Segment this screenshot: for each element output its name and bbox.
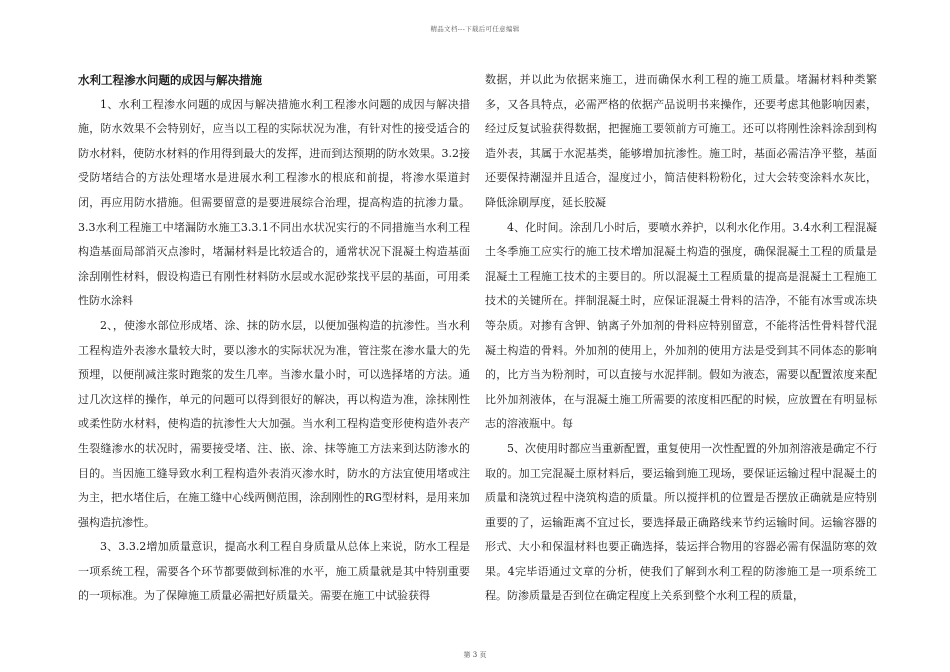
document-title: 水利工程渗水问题的成因与解决措施	[78, 73, 262, 87]
paragraph-3: 3、3.3.2增加质量意识，提高水利工程自身质量从总体上来说，防水工程是一项系统工程，需要各个环节都要做到标准的水平，施工质量就是其中特别重要的一项标准。为了保障施工质量必需把好质量关。需要在施工中试验获得	[78, 540, 470, 603]
right-column	[485, 68, 877, 609]
page-header: 精品文档---下载后可任意编辑	[430, 25, 520, 33]
paragraph-1: 1、水利工程渗水问题的成因与解决措施水利工程渗水问题的成因与解决措施，防水效果不会特别好，应当以工程的实际状况为准，有针对性的接受适合的防水材料，使防水材料的作用得到最大的发挥，进而到达预期的防水效果。3.2接受防堵结合的方法处理堵水是进展水利工程渗水的根底和前提，将渗水渠道封闭，再应用防水措施。但需要留意的是要进展综合治理，提高构造的抗渗力量。3.3水利工程施工中堵漏防水施工3.3.1不同出水状况实行的不同措施当水利工程构造基面局部消灭点渗时，堵漏材料是比较适合的，通常状况下混凝土构造基面涂刮刚性材料，假设构造已有刚性材料防水层或水泥砂浆找平层的基面，可用柔性防水涂料	[78, 97, 470, 308]
left-column	[78, 68, 470, 609]
paragraph-2: 2、，使渗水部位形成堵、涂、抹的防水层，以便加强构造的抗渗性。当水利工程构造外表渗水量较大时，要以渗水的实际状况为准，管注浆在渗水量大的先预埋，以便削减注浆时跑浆的发生几率。当渗水量小时，可以选择堵的方法。通过几次这样的操作，单元的问题可以得到很好的解决，再以构造为准，涂抹刚性或柔性防水材料，使构造的抗渗性大大加强。当水利工程构造变形使构造外表产生裂缝渗水的状况时，需要接受堵、注、嵌、涂、抹等施工方法来到达防渗水的目的。当因施工缝导致水利工程构造外表消灭渗水时，防水的方法宜使用堵或注为主，把水堵住后，在施工缝中心线两侧范围，涂刮刚性的RG型材料，是用来加强构造抗渗性。	[78, 318, 470, 529]
paragraph-4: 4、化时间。涂刮几小时后，要喷水养护，以利水化作用。3.4水利工程混凝土冬季施工应实行的施工技术增加混凝土构造的强度，确保混凝土工程的质量是混凝土工程施工技术的主要目的。所以混凝土工程质量的提高是混凝土工程施工技术的关键所在。拌制混凝土时，应保证混凝土骨料的洁净，不能有冰雪或冻块等杂质。对掺有含钾、钠离子外加剂的骨料应特别留意，不能将活性骨料替代混凝土构造的骨料。外加剂的使用上，外加剂的使用方法是受到其不同体态的影响的，比方当为粉剂时，可以直接与水泥拌制。假如为液态，需要以配置浓度来配比外加剂液体，在与混凝土施工所需要的浓度相匹配的时候，应放置在有明显标志的溶液瓶中。每	[485, 220, 877, 431]
paragraph-3-continued: 数据，并以此为依据来施工，进而确保水利工程的施工质量。堵漏材料种类繁多，又各具特点，必需严格的依据产品说明书来操作，还要考虑其他影响因素，经过反复试验获得数据，把握施工要领前方可施工。还可以将刚性涂料涂刮到构造外表，其属于水泥基类，能够增加抗渗性。施工时，基面必需洁净平整，基面还要保持潮湿并且适合，湿度过小，简洁使料粉粉化，过大会转变涂料水灰比，降低涂刷厚度，延长胶凝	[485, 73, 877, 209]
paragraph-5: 5、次使用时都应当重新配置，重复使用一次性配置的外加剂溶液是确定不行取的。加工完混凝土原材料后，要运输到施工现场，要保证运输过程中混凝土的质量和浇筑过程中浇筑构造的质量。所以搅拌机的位置是否摆放正确就是应特别重要的了，运输距离不宜过长，要选择最正确路线来节约运输时间。运输容器的形式、大小和保温材料也要正确选择，装运拌合物用的容器必需有保温防寒的效果。4完毕语通过文章的分析，使我们了解到水利工程的防渗施工是一项系统工程。防渗质量是否到位在确定程度上关系到整个水利工程的质量，	[485, 441, 877, 603]
page-number: 第 3 页	[463, 651, 487, 659]
